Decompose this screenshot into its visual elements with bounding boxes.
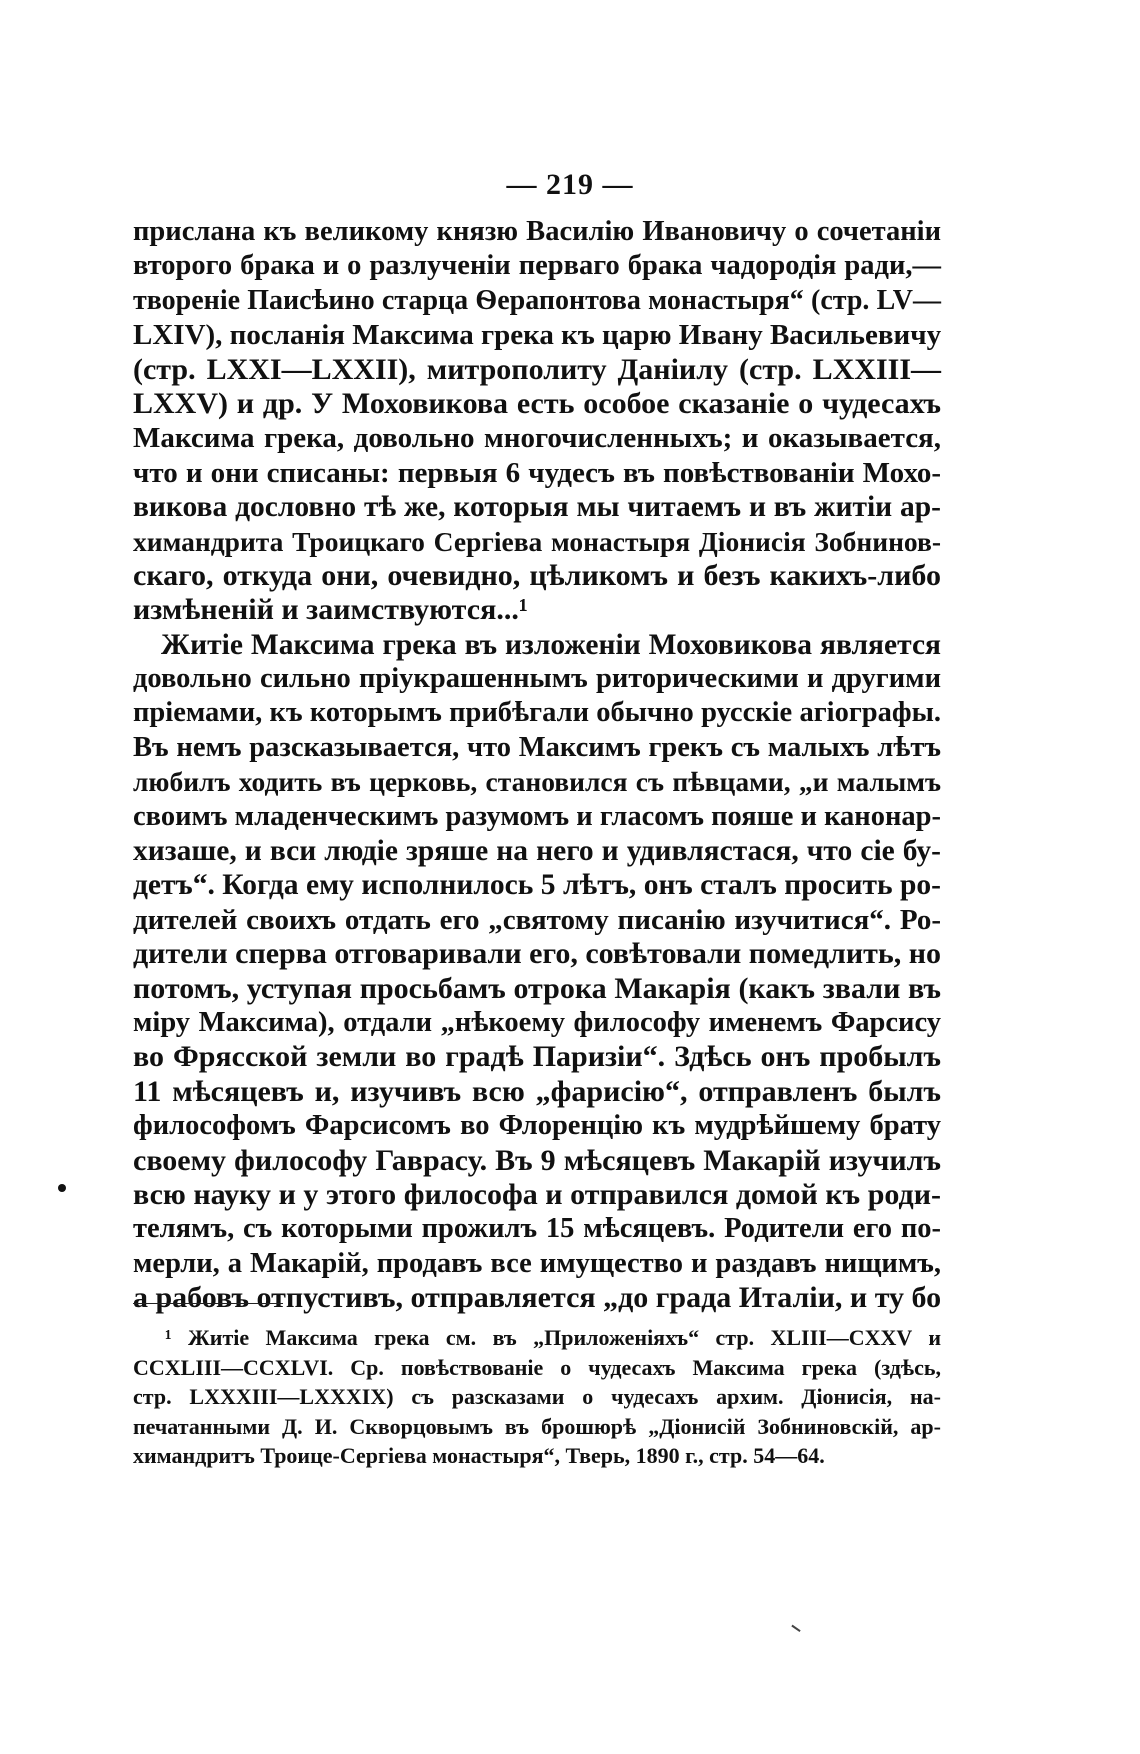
footnote-line: стр. LXXXIII—LXXXIX) съ разсказами о чудесахъ архим. Діонисія, на- — [133, 1384, 941, 1409]
text-line: міру Максима), отдали „нѣкоему философу именемъ Фарсису — [133, 1006, 941, 1038]
text-line: второго брака и о разлученіи перваго брака чадородія ради,— — [133, 250, 941, 282]
page-number: — 219 — — [506, 168, 634, 201]
text-line: Максима грека, довольно многочисленныхъ; и оказывается, — [133, 422, 941, 455]
stray-tick-mark — [791, 1619, 804, 1632]
text-line: философомъ Фарсисомъ во Флоренцію къ мудрѣйшему брату — [133, 1110, 941, 1142]
text-line: викова дословно тѣ же, которыя мы читаемъ и въ житіи ар- — [133, 491, 941, 524]
text-line: (стр. LXXI—LXXII), митрополиту Даніилу (стр. LXXIII— — [133, 352, 941, 386]
footnote-block — [133, 1323, 941, 1471]
text-line: своему философу Гаврасу. Въ 9 мѣсяцевъ Макарій изучилъ — [133, 1143, 941, 1177]
text-line: а рабовъ отпустивъ, отправляется „до града Италіи, и ту бо — [133, 1281, 942, 1315]
paragraph-start-line: Житіе Максима грека въ изложеніи Моховикова является — [161, 628, 941, 661]
footnote-divider — [133, 1303, 283, 1304]
text-line: потомъ, уступая просьбамъ отрока Макарія (какъ звали въ — [133, 971, 941, 1005]
text-line: мерли, а Макарій, продавъ все имущество и раздавъ нищимъ, — [133, 1247, 941, 1279]
text-line: своимъ младенческимъ разумомъ и гласомъ пояше и канонар- — [133, 800, 941, 832]
text-line: скаго, откуда они, очевидно, цѣликомъ и безъ какихъ-либо — [133, 558, 941, 592]
text-line: LXIV), посланія Максима грека къ царю Ивану Васильевичу — [133, 319, 942, 352]
text-line: детъ“. Когда ему исполнилось 5 лѣтъ, онъ сталъ просить ро- — [133, 869, 941, 902]
text-line: измѣненій и заимствуются...¹ — [133, 593, 528, 627]
text-line: дители сперва отговаривали его, совѣтовали помедлить, но — [133, 937, 942, 971]
text-line: Въ немъ разсказывается, что Максимъ грекъ съ малыхъ лѣтъ — [133, 731, 941, 763]
text-line: 11 мѣсяцевъ и, изучивъ всю „фарисію“, отправленъ былъ — [133, 1074, 941, 1108]
text-line: дителей своихъ отдать его „святому писанію изучитися“. Ро- — [133, 903, 941, 936]
footnote-line: ¹ Житіе Максима грека см. въ „Приложеніяхъ“ стр. XLIII—CXXV и — [165, 1325, 941, 1350]
footnote-line: химандритъ Троице-Сергіева монастыря“, Тверь, 1890 г., стр. 54—64. — [133, 1443, 825, 1468]
footnote-line: CCXLIII—CCXLVI. Ср. повѣствованіе о чудесахъ Максима грека (здѣсь, — [133, 1354, 941, 1380]
text-line: любилъ ходить въ церковь, становился съ пѣвцами, „и малымъ — [133, 766, 941, 798]
text-line: всю науку и у этого философа и отправился домой къ роди- — [133, 1177, 941, 1211]
text-line: хизаше, и вси людіе зряше на него и удивлястася, что сіе бу- — [133, 835, 941, 868]
text-line: химандрита Троицкаго Сергіева монастыря Діонисія Зобнинов- — [133, 525, 941, 557]
text-line: прислана къ великому князю Василію Ивановичу о сочетаніи — [133, 216, 941, 247]
text-line: довольно сильно пріукрашеннымъ риторическими и другими — [133, 663, 941, 695]
margin-dot-mark — [58, 1184, 66, 1192]
main-text — [133, 215, 941, 1316]
text-line: телямъ, съ которыми прожилъ 15 мѣсяцевъ. Родители его по- — [133, 1213, 941, 1245]
text-line: что и они списаны: первыя 6 чудесъ въ повѣствованіи Мохо- — [133, 456, 941, 489]
text-line: твореніе Паисѣино старца Ѳерапонтова монастыря“ (стр. LV— — [133, 284, 941, 316]
text-line: во Фрясской земли во градѣ Паризіи“. Здѣсь онъ пробылъ — [133, 1040, 941, 1074]
text-line: пріемами, къ которымъ прибѣгали обычно русскіе агіографы. — [133, 697, 941, 729]
text-line: LXXV) и др. У Моховикова есть особое сказаніе о чудесахъ — [133, 386, 941, 420]
footnote-line: печатанными Д. И. Скворцовымъ въ брошюрѣ „Діонисій Зобниновскій, ар- — [133, 1413, 941, 1439]
